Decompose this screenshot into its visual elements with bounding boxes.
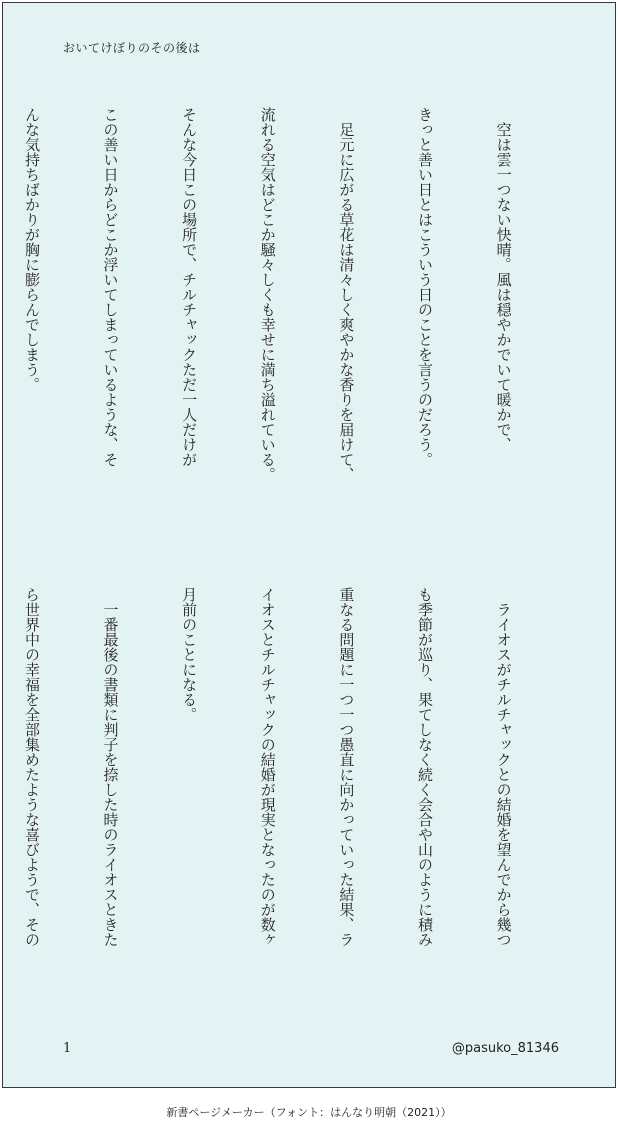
text-line: も季節が巡り、果てしなく続く会合や山のように積み	[415, 587, 434, 947]
text-line: んな気持ちばかりが胸に膨らんでしまう。	[22, 107, 41, 392]
text-line: きっと善い日とはこういう日のことを言うのだろう。	[415, 107, 434, 467]
text-line: 月前のことになる。	[180, 587, 199, 722]
page-number: 1	[63, 1041, 72, 1056]
text-line: 足元に広がる草花は清々しく爽やかな香りを届けて、	[337, 107, 356, 482]
page-title: おいてけぼりのその後は	[63, 41, 201, 55]
text-line: 重なる問題に一つ一つ愚直に向かっていった結果、ラ	[337, 587, 356, 947]
text-line: そんな今日この場所で、チルチャックただ一人だけが	[180, 107, 199, 467]
text-line: ライオスがチルチャックとの結婚を望んでから幾つ	[494, 587, 513, 947]
manuscript-page	[2, 2, 616, 1088]
text-line: 空は雲一つない快晴。風は穏やかでいて暖かで、	[494, 107, 513, 452]
text-block-bottom	[0, 587, 569, 1019]
text-line: イオスとチルチャックの結婚が現実となったのが数ヶ	[258, 587, 277, 947]
generator-credit: 新書ページメーカー（フォント：はんなり明朝（2021））	[166, 1106, 452, 1119]
text-line: この善い日からどこか浮いてしまっているような、そ	[101, 107, 120, 467]
author-handle: @pasuko_81346	[451, 1041, 559, 1056]
text-line: ら世界中の幸福を全部集めたような喜びようで、その	[22, 587, 41, 947]
text-block-top	[0, 107, 569, 539]
text-line: 一番最後の書類に判子を捺した時のライオスときた	[101, 587, 120, 947]
text-line: 流れる空気はどこか騒々しくも幸せに満ち溢れている。	[258, 107, 277, 482]
